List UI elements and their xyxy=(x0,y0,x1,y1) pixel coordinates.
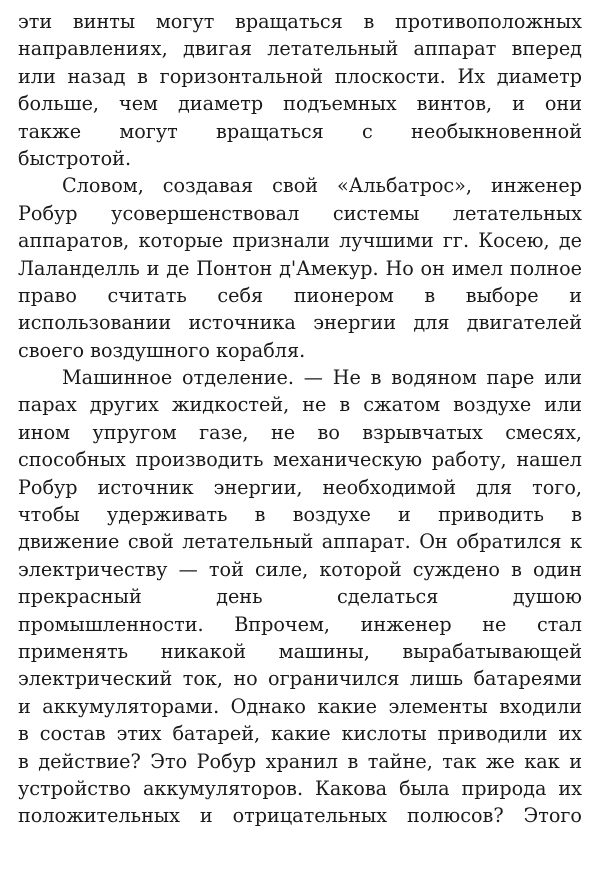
text-line: Робур усовершенствовал системы летательных xyxy=(18,201,582,225)
text-line: в состав этих батарей, какие кислоты приводили их xyxy=(18,722,582,746)
text-line: промышленности. Впрочем, инженер не стал xyxy=(18,612,582,636)
text-line: устройство аккумуляторов. Какова была природа их xyxy=(18,776,582,800)
paragraph-3 xyxy=(18,364,582,830)
text-line: Машинное отделение. — Не в водяном паре или xyxy=(62,366,582,390)
paragraph-2 xyxy=(18,172,582,364)
text-line: парах других жидкостей, не в сжатом воздухе или xyxy=(18,393,582,417)
text-line: направлениях, двигая летательный аппарат вперед xyxy=(18,37,582,61)
text-line: использовании источника энергии для двигателей xyxy=(18,311,582,335)
page-text xyxy=(18,8,582,830)
text-line: электрический ток, но ограничился лишь батареями xyxy=(18,667,582,691)
text-line: своего воздушного корабля. xyxy=(18,338,306,362)
text-line: аппаратов, которые признали лучшими гг. Косею, де xyxy=(18,229,582,253)
text-line: в действие? Это Робур хранил в тайне, так же как и xyxy=(18,749,582,773)
text-line: также могут вращаться с необыкновенной xyxy=(18,119,582,143)
text-line: способных производить механическую работу, нашел xyxy=(18,448,582,472)
text-line: или назад в горизонтальной плоскости. Их диаметр xyxy=(18,64,582,88)
text-line: Робур источник энергии, необходимой для того, xyxy=(18,475,582,499)
text-line: Словом, создавая свой «Альбатрос», инженер xyxy=(62,174,582,198)
text-line: Лаланделль и де Понтон д'Амекур. Но он имел полное xyxy=(18,256,582,280)
text-line: и аккумуляторами. Однако какие элементы входили xyxy=(18,694,582,718)
text-line: чтобы удерживать в воздухе и приводить в xyxy=(18,503,582,527)
text-line: больше, чем диаметр подъемных винтов, и они xyxy=(18,92,582,116)
text-line: ином упругом газе, не во взрывчатых смесях, xyxy=(18,420,582,444)
text-line: эти винты могут вращаться в противоположных xyxy=(18,10,582,33)
text-line: движение свой летательный аппарат. Он обратился к xyxy=(18,530,582,554)
text-line: прекрасный день сделаться душою xyxy=(18,585,582,609)
text-line: электричеству — той силе, которой суждено в один xyxy=(18,557,582,581)
text-line: право считать себя пионером в выборе и xyxy=(18,283,582,307)
text-line: применять никакой машины, вырабатывающей xyxy=(18,639,582,663)
text-line: положительных и отрицательных полюсов? Этого xyxy=(18,804,582,828)
paragraph-1 xyxy=(18,8,582,172)
text-line: быстротой. xyxy=(18,146,132,170)
